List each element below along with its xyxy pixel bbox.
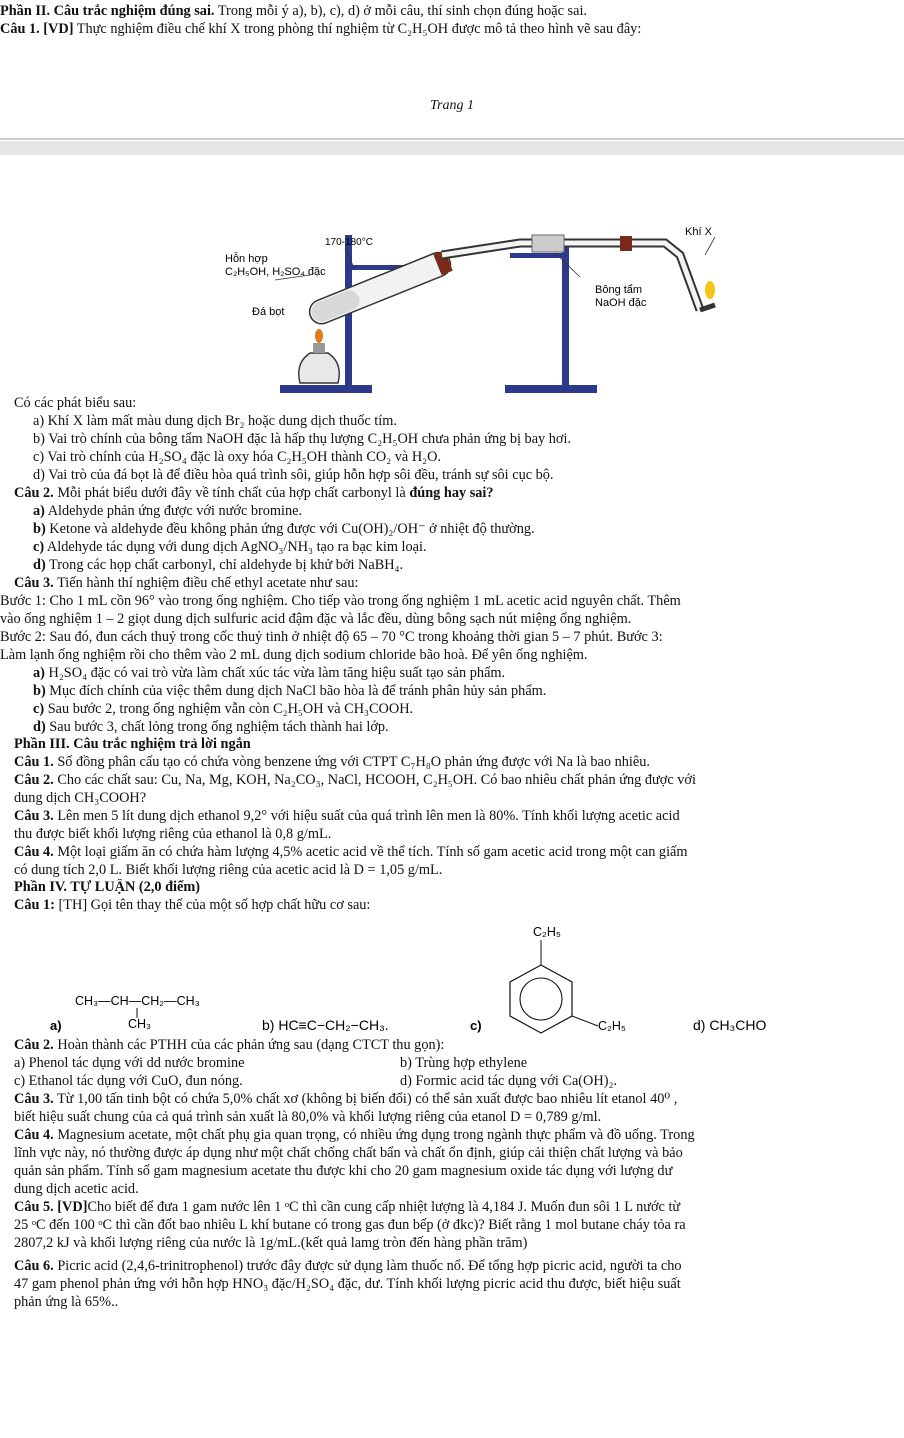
part3-title: Phần III. Câu trắc nghiệm trả lời ngắn (14, 736, 251, 752)
q2-header (0, 485, 900, 502)
part4-q6-line3: phản ứng là 65%.. (14, 1294, 119, 1310)
q3-header (0, 575, 900, 592)
reaction-a: a) Phenol tác dụng với dd nước bromine (14, 1055, 245, 1071)
q1-statement-c: c) Vai trò chính của H₂SO₄ đặc là oxy hóa C₂H₅OH thành CO₂ và H₂O. (33, 449, 442, 465)
q3-text: Tiến hành thí nghiệm điều chế ethyl acetate như sau: (57, 575, 359, 591)
structure-a-main: CH₃—CH—CH₂—CH₃ (75, 994, 200, 1008)
benzene-ring (510, 965, 572, 1033)
q2-label: Câu 2. (14, 485, 54, 501)
part4-q6-line2: 47 gam phenol phản ứng với hỗn hợp HNO₃ đặc/H₂SO₄ đặc, dư. Tính khối lượng picric acid thu được, biết hiệu suất (14, 1276, 681, 1292)
label-mixture-2: C₂H₅OH, H₂SO₄ đặc (225, 266, 326, 278)
part3-q2-line1: Câu 2. Cho các chất sau: Cu, Na, Mg, KOH, Na₂CO₃, NaCl, HCOOH, C₂H₅OH. Có bao nhiêu chất phản ứng được với (14, 772, 696, 788)
q1-header-line (0, 21, 900, 38)
part3-q3-line2: thu được biết khối lượng riêng của ethanol là 0,8 g/mL. (14, 826, 332, 842)
part4-q3-line1: Câu 3. Từ 1,00 tấn tinh bột có chứa 5,0% chất xơ (không bị biến đổi) có thể sản xuất được bao nhiêu lít etanol 40⁰ , (14, 1091, 678, 1107)
item-a-label: a) (50, 1018, 62, 1033)
q3-step1-line2: vào ống nghiệm 1 – 2 giọt dung dịch sulfuric acid đậm đặc và lắc đều, dùng bông sạch nút miệng ống nghiệm. (0, 611, 632, 627)
q3-step2-line1: Bước 2: Sau đó, đun cách thuỷ trong cốc thuỷ tinh ở nhiệt độ 65 – 70 °C trong khoảng thời gian 5 – 7 phút. Bước 3: (0, 629, 663, 645)
part3-q4-line1: Câu 4. Một loại giấm ăn có chứa hàm lượng 4,5% acetic acid về thể tích. Tính số gam acetic acid trong một can giấm (14, 844, 688, 860)
q1-statement-b: b) Vai trò chính của bông tẩm NaOH đặc là hấp thụ lượng C₂H₅OH chưa phản ứng bị bay hơi. (33, 431, 572, 447)
part4-q6-line1: Câu 6. Picric acid (2,4,6-trinitrophenol) trước đây được sử dụng làm thuốc nổ. Để tổng hợp picric acid, người ta cho (14, 1258, 682, 1274)
q2-emphasis: đúng hay sai? (409, 485, 494, 501)
structure-c-top: C₂H₅ (533, 925, 561, 939)
label-mixture-1: Hỗn hợp (225, 253, 268, 265)
q3-statement-a: a) H₂SO₄ đặc có vai trò vừa làm chất xúc tác vừa làm tăng hiệu suất tạo sản phẩm. (33, 665, 506, 681)
stand-base-left (280, 385, 372, 393)
reaction-d: d) Formic acid tác dụng với Ca(OH)₂. (400, 1073, 618, 1089)
part4-q4-line3: quản sản phẩm. Tính số gam magnesium acetate thu được khi cho 20 gam magnesium oxide tác dụng với lượng dư (14, 1163, 673, 1179)
q1-statement-a: a) Khí X làm mất màu dung dịch Br₂ hoặc dung dịch thuốc tím. (33, 413, 397, 429)
part3-q4-line2: có dung tích 2,0 L. Biết khối lượng riêng của acetic acid là D = 1,05 g/mL. (14, 862, 443, 878)
label-gas-x: Khí X (685, 226, 712, 238)
label-cotton-1: Bông tẩm (595, 284, 643, 296)
item-d: d) CH₃CHO (693, 1017, 767, 1033)
q3-step2-line2: Làm lạnh ống nghiệm rồi cho thêm vào 2 mL dung dịch sodium chloride bão hoà. Để yên ống nghiệm. (0, 647, 588, 663)
q3-statement-b: b) Mục đích chính của việc thêm dung dịch NaCl bão hòa là để tránh phân hủy sản phẩm. (33, 683, 547, 699)
page-break-band (0, 141, 904, 155)
part3-q1: Câu 1. Số đồng phân cấu tạo có chứa vòng benzene ứng với CTPT C₇H₈O phản ứng được với Na là bao nhiêu. (14, 754, 650, 770)
gas-flame (705, 281, 715, 299)
part4-q1: Câu 1: [TH] Gọi tên thay thế của một số hợp chất hữu cơ sau: (14, 897, 371, 913)
q2-statement-a: a) Aldehyde phản ứng được với nước bromine. (33, 503, 303, 519)
part4-q2-reactions-cd (0, 1073, 900, 1090)
structures-row (0, 918, 904, 1038)
stand-base-right (505, 385, 597, 393)
delivery-tube (442, 243, 700, 310)
part2-desc: Trong mỗi ý a), b), c), d) ở mỗi câu, thí sinh chọn đúng hoặc sai. (217, 3, 587, 19)
label-boiling-stone: Đá bọt (252, 306, 285, 318)
lamp-flame (315, 329, 323, 343)
label-temperature: 170-180°C (325, 237, 373, 248)
structure-c-side-bond (572, 1016, 598, 1026)
q1-statement-d: d) Vai trò của đá bọt là để điều hòa quá trình sôi, giúp hỗn hợp sôi đều, tránh sự sôi cục bộ. (33, 467, 554, 483)
q2-statement-d: d) Trong các họp chất carbonyl, chỉ aldehyde bị khử bởi NaBH₄. (33, 557, 404, 573)
page-divider-line (0, 138, 904, 140)
q1-intro: Có các phát biểu sau: (14, 395, 137, 411)
q2-statement-c: c) Aldehyde tác dụng với dung dịch AgNO₃/NH₃ tạo ra bạc kim loại. (33, 539, 427, 555)
q3-statement-d: d) Sau bước 3, chất lỏng trong ống nghiệm tách thành hai lớp. (33, 719, 389, 735)
spirit-lamp (299, 353, 340, 383)
clamp-right (510, 253, 565, 258)
reaction-c: c) Ethanol tác dụng với CuO, đun nóng. (14, 1073, 243, 1089)
part4-q2: Câu 2. Hoàn thành các PTHH của các phản ứng sau (dạng CTCT thu gọn): (14, 1037, 445, 1053)
part4-q5-line3: 2807,2 kJ và khối lượng riêng của nước là 1g/mL.(kết quả lamg tròn đến hàng phần trăm) (14, 1235, 528, 1251)
part2-header-line (0, 3, 900, 20)
q1-text: Thực nghiệm điều chế khí X trong phòng thí nghiệm từ C₂H₅OH được mô tả theo hình vẽ sau đây: (76, 21, 642, 37)
label-cotton-2: NaOH đặc (595, 297, 647, 309)
part4-q5-line1: Câu 5. [VD]Cho biết để đưa 1 gam nước lên 1 ᵒC thì cần cung cấp nhiệt lượng là 4,184 J. Muốn đun sôi 1 L nước từ (14, 1199, 681, 1215)
part3-q2-line2: dung dịch CH₃COOH? (14, 790, 147, 806)
part4-q3-line2: biết hiệu suất chung của cả quá trình sản xuất là 80,0% và khối lượng riêng của etanol D = 0,789 g/ml. (14, 1109, 602, 1125)
page-footer: Trang 1 (430, 98, 474, 113)
reaction-b: b) Trùng hợp ethylene (400, 1055, 528, 1071)
structure-a-sub: CH₃ (128, 1017, 152, 1031)
structure-c-side: C₂H₅ (598, 1019, 626, 1033)
part4-q2-reactions-ab (0, 1055, 900, 1072)
q2-statement-b: b) Ketone và aldehyde đều không phản ứng được với Cu(OH)₂/OH⁻ ở nhiệt độ thường. (33, 521, 535, 537)
q3-label: Câu 3. (14, 575, 54, 591)
apparatus-figure (210, 215, 750, 395)
part4-q4-line4: dung dịch acetic acid. (14, 1181, 139, 1197)
benzene-ring-inner (520, 978, 562, 1020)
q3-step1-line1: Bước 1: Cho 1 mL cồn 96° vào trong ống nghiệm. Cho tiếp vào trong ống nghiệm 1 mL acetic acid nguyên chất. Thêm (0, 593, 681, 609)
naoh-cotton (532, 235, 564, 252)
q2-text: Mỗi phát biểu dưới đây về tính chất của hợp chất carbonyl là (57, 485, 406, 501)
q1-label: Câu 1. [VD] (0, 21, 74, 37)
part2-title: Phần II. Câu trắc nghiệm đúng sai. (0, 3, 215, 19)
stopper-right (620, 236, 632, 251)
part4-q4-line1: Câu 4. Magnesium acetate, một chất phụ gia quan trọng, có nhiều ứng dụng trong ngành thực phẩm và đồ uống. Trong (14, 1127, 695, 1143)
part4-q4-line2: lĩnh vực này, nó thường được áp dụng như một chất chống chất bẩn và chất ổn định, giúp cải thiện chất lượng và bảo (14, 1145, 683, 1161)
part3-q3-line1: Câu 3. Lên men 5 lít dung dịch ethanol 9,2° với hiệu suất của quá trình lên men là 80%. Tính khối lượng acetic acid (14, 808, 680, 824)
item-c-label: c) (470, 1018, 482, 1033)
part4-title: Phần IV. TỰ LUẬN (2,0 điểm) (14, 879, 201, 895)
q3-statement-c: c) Sau bước 2, trong ống nghiệm vẫn còn C₂H₅OH và CH₃COOH. (33, 701, 414, 717)
item-b: b) HC≡C−CH₂−CH₃. (262, 1017, 389, 1033)
part4-q5-line2: 25 ᵒC đến 100 ᵒC thì cần đốt bao nhiêu L khí butane có trong gas đun bếp (ở đkc)? Biết rằng 1 mol butane cháy tỏa ra (14, 1217, 686, 1233)
